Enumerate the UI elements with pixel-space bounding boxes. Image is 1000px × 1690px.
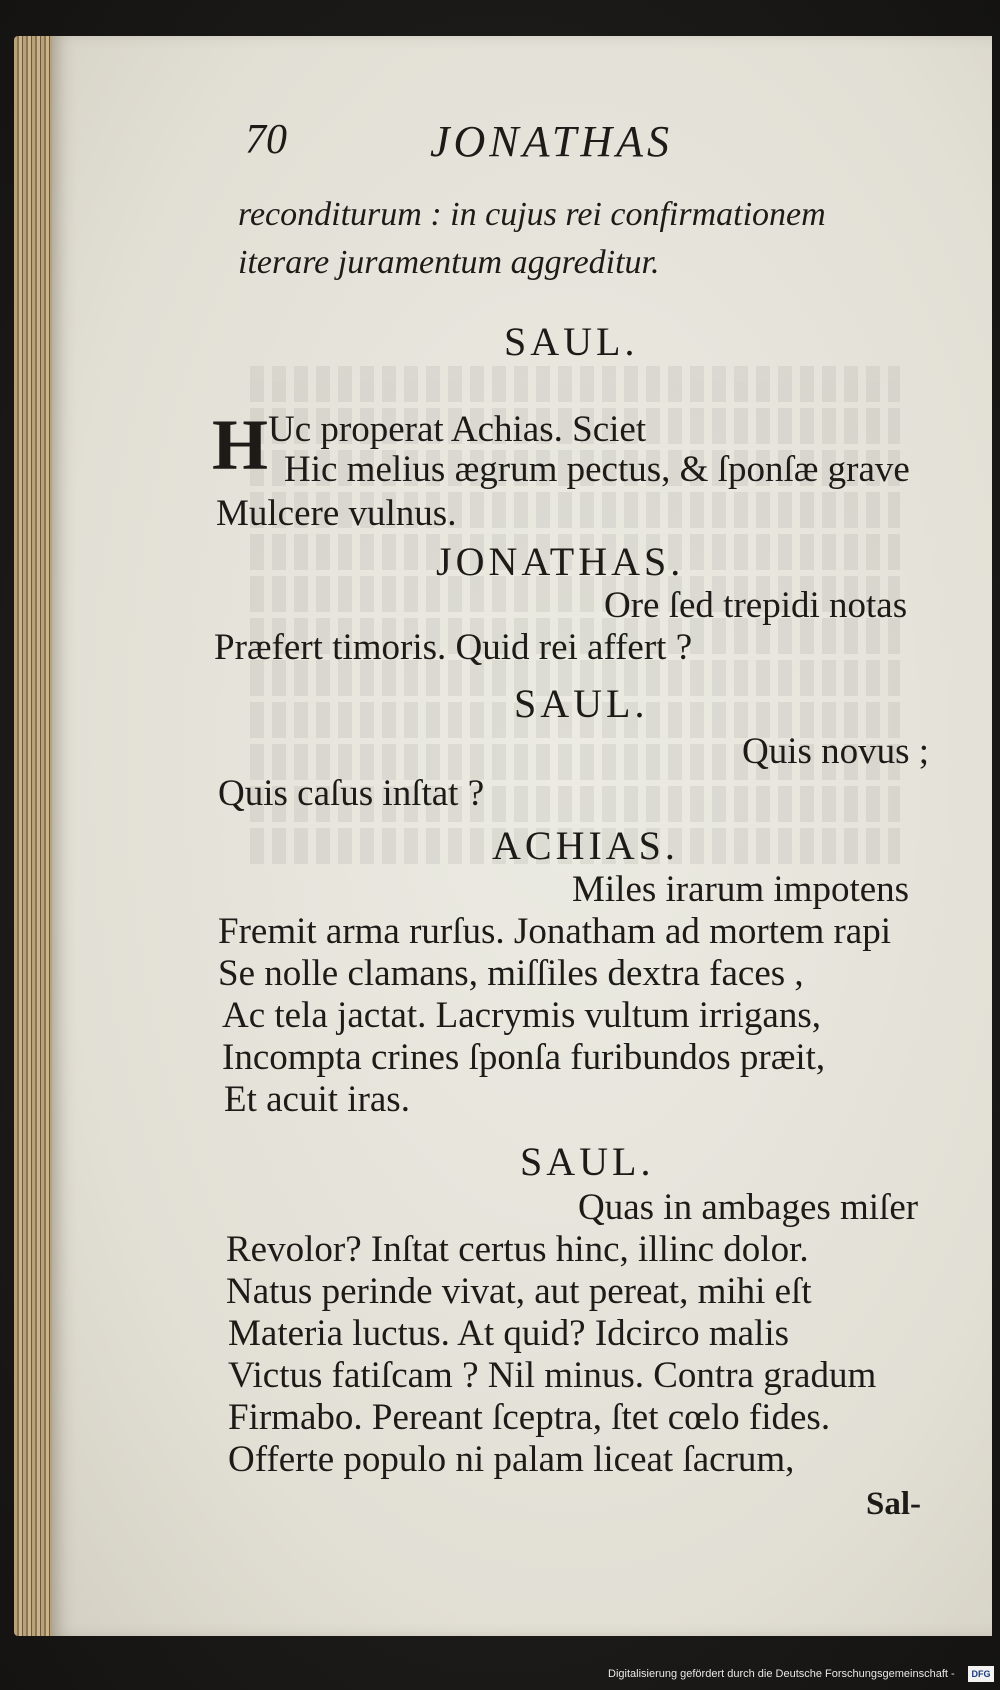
intro-line: reconditurum : in cujus rei confirmationem — [238, 196, 826, 233]
verse-line: Natus perinde vivat, aut pereat, mihi eſt — [226, 1271, 812, 1312]
speaker-name: SAUL. — [504, 319, 639, 364]
verse-line: Miles irarum impotens — [572, 869, 910, 910]
verse-line: Revolor? Inſtat certus hinc, illinc dolor. — [226, 1229, 809, 1270]
verse-line: Victus fatiſcam ? Nil minus. Contra gradum — [228, 1355, 877, 1396]
intro-line: iterare juramentum aggreditur. — [238, 244, 660, 281]
verse-line: Præfert timoris. Quid rei affert ? — [214, 627, 693, 668]
verse-line: Ore ſed trepidi notas — [604, 585, 908, 626]
verse-line: Mulcere vulnus. — [216, 493, 457, 534]
verse-line: Firmabo. Pereant ſceptra, ſtet cœlo fides. — [228, 1397, 831, 1438]
verse-line: Hic melius ægrum pectus, & ſponſæ grave — [284, 449, 910, 490]
speaker-name: SAUL. — [520, 1139, 655, 1184]
speaker-name: JONATHAS. — [436, 539, 685, 584]
verse-line: Quis novus ; — [742, 731, 930, 772]
verse-line: Et acuit iras. — [224, 1079, 410, 1120]
verse-line: Materia luctus. At quid? Idcirco malis — [228, 1313, 790, 1354]
dfg-logo: DFG — [968, 1666, 994, 1682]
verse-line: Quas in ambages miſer — [578, 1187, 919, 1228]
speaker-name: ACHIAS. — [492, 823, 679, 868]
verse-line: Se nolle clamans, miſſiles dextra faces , — [218, 953, 804, 994]
drop-cap: H — [212, 405, 269, 485]
running-head: JONATHAS — [430, 117, 674, 166]
speaker-name: SAUL. — [514, 681, 649, 726]
verse-line: Fremit arma rurſus. Jonatham ad mortem rapi — [218, 911, 892, 952]
page-number: 70 — [245, 117, 287, 163]
verse-line: Quis caſus inſtat ? — [218, 773, 485, 814]
verse-line: Incompta crines ſponſa furibundos præit, — [222, 1037, 826, 1078]
verse-line: Ac tela jactat. Lacrymis vultum irrigans, — [222, 995, 821, 1036]
verse-line: Offerte populo ni palam liceat ſacrum, — [228, 1439, 795, 1480]
catchword: Sal- — [866, 1486, 922, 1522]
verse-line: Uc properat Achias. Sciet — [268, 409, 647, 450]
digitization-credit: Digitalisierung gefördert durch die Deutsche Forschungsgemeinschaft - — [608, 1668, 955, 1680]
